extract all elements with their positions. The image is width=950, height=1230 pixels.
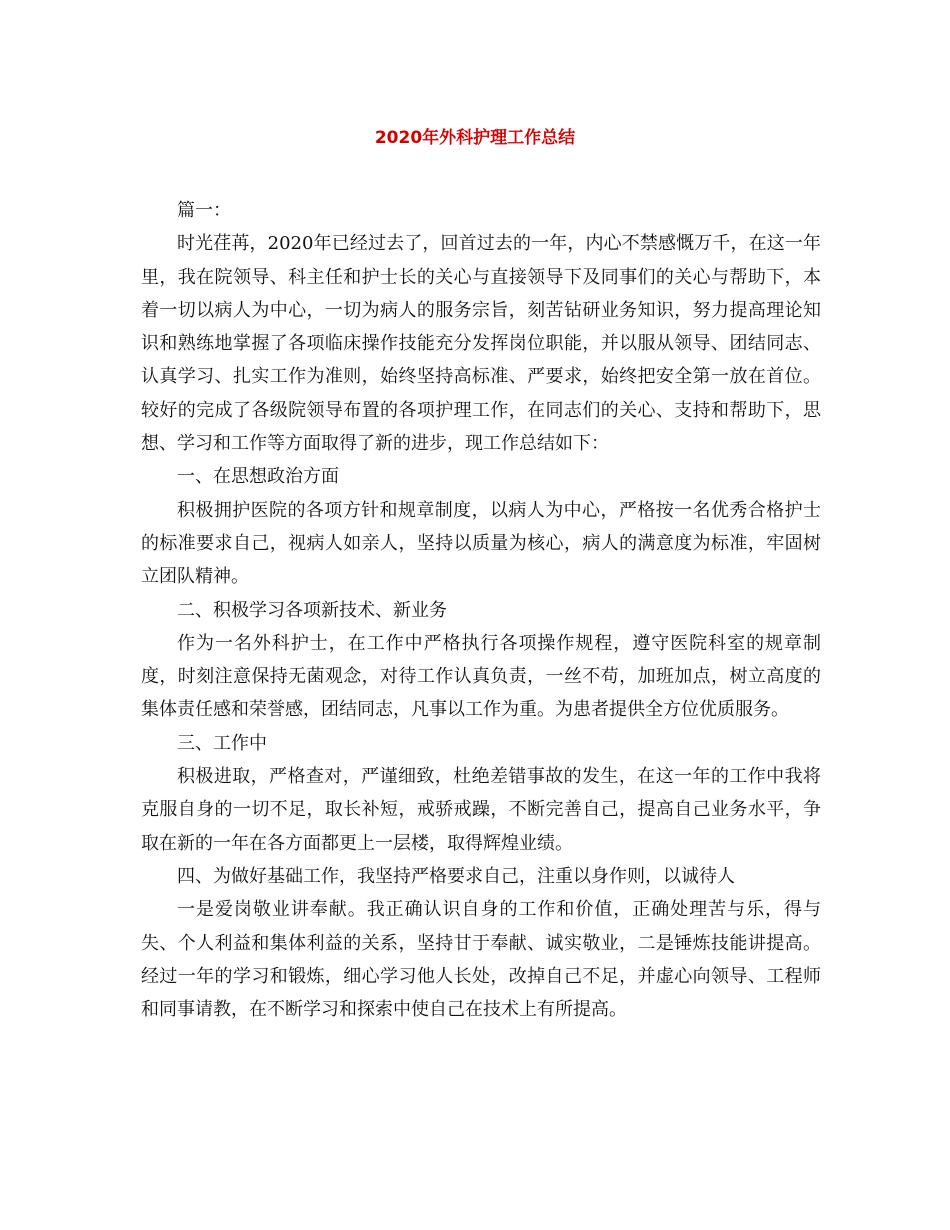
- section-label: 篇一：: [177, 200, 231, 221]
- intro-paragraph: 时光荏苒，2020年已经过去了，回首过去的一年，内心不禁感慨万千，在这一年里，我在院领导、科主任和护士长的关心与直接领导下及同事们的关心与帮助下，本着一切以病人为中心，一切为病人的服务宗旨，刻苦钻研业务知识，努力提高理论知识和熟练地掌握了各项临床操作技能充分发挥岗位职能，并以服从领导、团结同志、认真学习、扎实工作为准则，始终坚持高标准、严要求，始终把安全第一放在首位。较好的完成了各级院领导布置的各项护理工作，在同志们的关心、支持和帮助下，思想、学习和工作等方面取得了新的进步，现工作总结如下：: [141, 233, 821, 455]
- document-body: [141, 194, 821, 1026]
- paragraph-political: 积极拥护医院的各项方针和规章制度，以病人为中心，严格按一名优秀合格护士的标准要求自己，视病人如亲人，坚持以质量为核心，病人的满意度为标准，牢固树立团队精神。: [141, 499, 821, 588]
- heading-new-skills: 二、积极学习各项新技术、新业务: [177, 599, 447, 621]
- heading-work: 三、工作中: [177, 732, 267, 754]
- paragraph-foundation: 一是爱岗敬业讲奉献。我正确认识自身的工作和价值，正确处理苦与乐，得与失、个人利益和集体利益的关系，坚持甘于奉献、诚实敬业，二是锤炼技能讲提高。经过一年的学习和锻炼，细心学习他人长处，改掉自己不足，并虚心向领导、工程师和同事请教，在不断学习和探索中使自己在技术上有所提高。: [141, 899, 821, 1021]
- heading-political: 一、在思想政治方面: [177, 466, 339, 488]
- heading-foundation: 四、为做好基础工作，我坚持严格要求自己，注重以身作则，以诚待人: [177, 865, 735, 887]
- paragraph-work: 积极进取，严格查对，严谨细致，杜绝差错事故的发生，在这一年的工作中我将克服自身的一切不足，取长补短，戒骄戒躁，不断完善自己，提高自己业务水平，争取在新的一年在各方面都更上一层楼，取得辉煌业绩。: [141, 766, 821, 854]
- document-title: 2020年外科护理工作总结: [374, 128, 576, 148]
- paragraph-new-skills: 作为一名外科护士，在工作中严格执行各项操作规程，遵守医院科室的规章制度，时刻注意保持无菌观念，对待工作认真负责，一丝不苟，加班加点，树立高度的集体责任感和荣誉感，团结同志，凡事以工作为重。为患者提供全方位优质服务。: [141, 632, 821, 721]
